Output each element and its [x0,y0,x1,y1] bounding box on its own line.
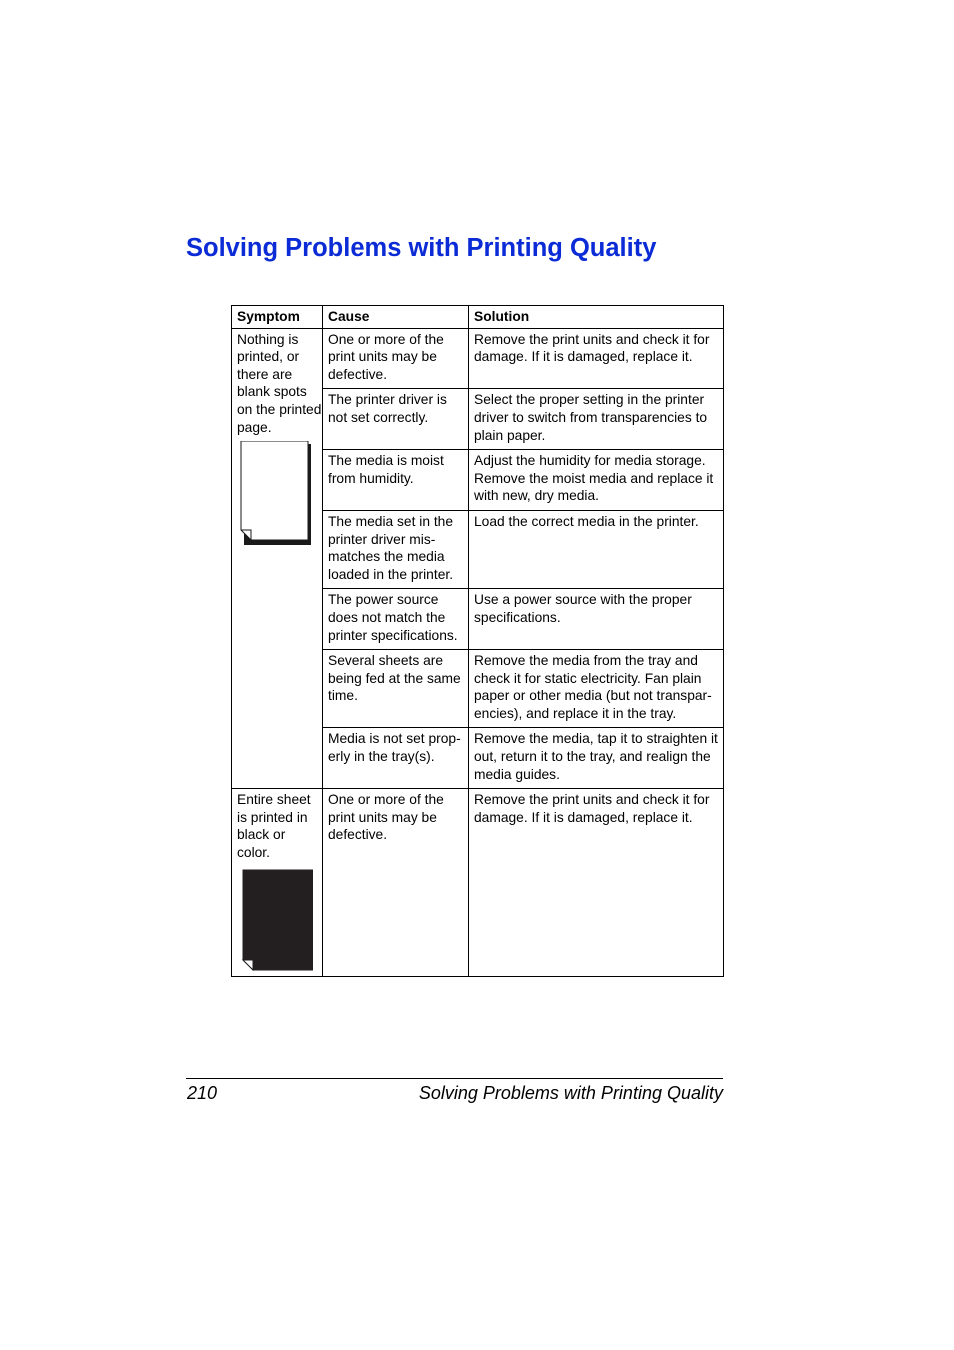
solution-cell: Remove the media from the tray and check it for static electricity. Fan plain paper or other media (but not transpar-encies), and replace it in the tray. [469,650,724,728]
solution-cell: Remove the print units and check it for damage. If it is damaged, replace it. [469,789,724,977]
symptom-cell [232,328,323,789]
solution-cell: Adjust the humidity for media storage. Remove the moist media and replace it with new, dry media. [469,450,724,511]
header-symptom: Symptom [232,306,323,329]
symptom-cell [232,789,323,977]
solution-cell: Select the proper setting in the printer driver to switch from transparencies to plain paper. [469,389,724,450]
footer-title: Solving Problems with Printing Quality [418,1083,723,1103]
cause-cell: Several sheets are being fed at the same time. [323,650,469,728]
cause-cell: The media is moist from humidity. [323,450,469,511]
solution-cell: Use a power source with the proper specifications. [469,589,724,650]
solution-cell: Remove the print units and check it for damage. If it is damaged, replace it. [469,328,724,389]
solution-cell: Remove the media, tap it to straighten it out, return it to the tray, and realign the media guides. [469,728,724,789]
cause-cell: The printer driver is not set correctly. [323,389,469,450]
footer-page-number: 210 [187,1083,218,1103]
page-title: Solving Problems with Printing Quality [186,234,657,262]
cause-cell: The media set in the printer driver mis-matches the media loaded in the printer. [323,510,469,588]
black-page-icon [237,869,322,971]
table-row [232,328,724,389]
table-header-row [232,306,724,329]
cause-cell: One or more of the print units may be defective. [323,328,469,389]
table-row [232,789,724,977]
header-solution: Solution [469,306,724,329]
blank-page-icon [237,441,322,547]
troubleshooting-table [231,305,724,977]
symptom-text: Entire sheet is printed in black or color. [237,792,311,861]
solution-cell: Load the correct media in the printer. [469,510,724,588]
cause-cell: One or more of the print units may be defective. [323,789,469,977]
header-cause: Cause [323,306,469,329]
footer-divider [186,1078,723,1079]
cause-cell: Media is not set prop-erly in the tray(s). [323,728,469,789]
cause-cell: The power source does not match the printer specifications. [323,589,469,650]
symptom-text: Nothing is printed, or there are blank spots on the printed page. [237,331,322,435]
